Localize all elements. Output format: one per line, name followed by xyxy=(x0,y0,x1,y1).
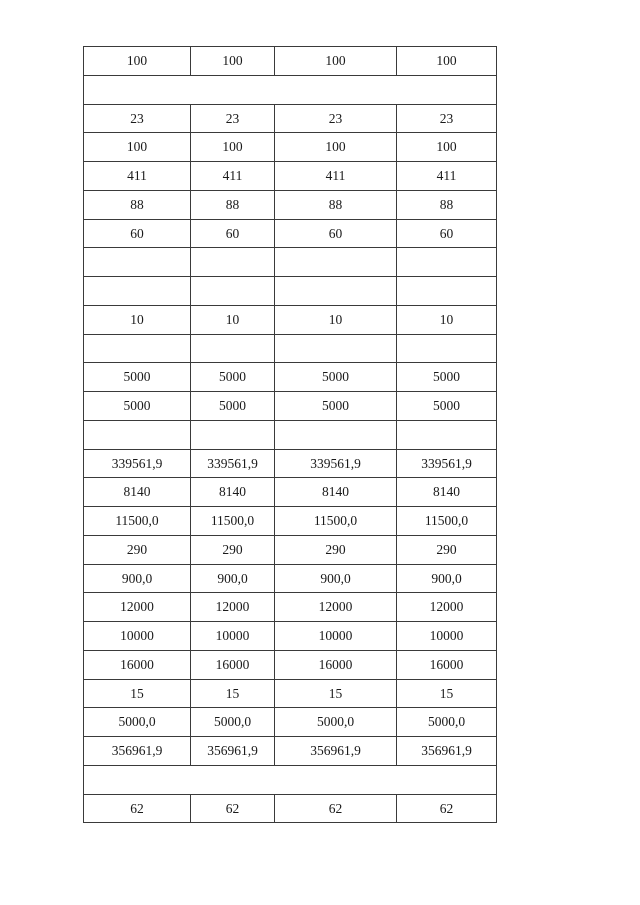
table-cell: 5000 xyxy=(191,392,275,421)
table-cell: 100 xyxy=(84,47,191,76)
table-cell: 10 xyxy=(275,305,397,334)
table-row xyxy=(84,133,497,162)
table-cell xyxy=(275,334,397,363)
table-cell: 10 xyxy=(191,305,275,334)
table-row xyxy=(84,305,497,334)
table-cell: 60 xyxy=(191,219,275,248)
table-row xyxy=(84,449,497,478)
table-cell: 356961,9 xyxy=(84,737,191,766)
table-cell xyxy=(397,334,497,363)
table-cell: 900,0 xyxy=(84,564,191,593)
table-cell: 15 xyxy=(275,679,397,708)
table-cell: 16000 xyxy=(275,650,397,679)
table-cell: 62 xyxy=(397,794,497,823)
merged-cell xyxy=(84,75,497,104)
table-row xyxy=(84,392,497,421)
table-cell: 290 xyxy=(397,535,497,564)
table-cell: 8140 xyxy=(191,478,275,507)
table-row xyxy=(84,765,497,794)
table-row xyxy=(84,708,497,737)
table-cell: 900,0 xyxy=(275,564,397,593)
table-cell: 60 xyxy=(397,219,497,248)
table-cell: 11500,0 xyxy=(397,507,497,536)
table-cell: 10 xyxy=(84,305,191,334)
table-cell: 10000 xyxy=(397,622,497,651)
table-cell xyxy=(191,277,275,306)
table-cell: 8140 xyxy=(84,478,191,507)
table-cell: 62 xyxy=(275,794,397,823)
table-cell: 5000 xyxy=(397,363,497,392)
table-cell: 356961,9 xyxy=(191,737,275,766)
table-cell: 23 xyxy=(397,104,497,133)
table-cell xyxy=(191,334,275,363)
table-cell: 100 xyxy=(191,47,275,76)
table-cell: 339561,9 xyxy=(84,449,191,478)
table-cell xyxy=(275,420,397,449)
table-cell: 290 xyxy=(275,535,397,564)
table-cell: 411 xyxy=(191,162,275,191)
merged-cell xyxy=(84,765,497,794)
table-cell xyxy=(275,248,397,277)
table-cell: 5000,0 xyxy=(84,708,191,737)
table-cell: 10 xyxy=(397,305,497,334)
table-cell: 15 xyxy=(397,679,497,708)
table-row xyxy=(84,679,497,708)
table-cell: 10000 xyxy=(275,622,397,651)
table-cell: 15 xyxy=(191,679,275,708)
table-cell: 15 xyxy=(84,679,191,708)
table-cell: 339561,9 xyxy=(275,449,397,478)
table-cell: 5000 xyxy=(191,363,275,392)
table-row xyxy=(84,47,497,76)
table-cell: 290 xyxy=(84,535,191,564)
table-cell: 339561,9 xyxy=(397,449,497,478)
table-cell: 411 xyxy=(397,162,497,191)
table-cell: 10000 xyxy=(191,622,275,651)
table-row xyxy=(84,478,497,507)
table-cell: 100 xyxy=(191,133,275,162)
table-cell: 23 xyxy=(275,104,397,133)
table-cell: 900,0 xyxy=(397,564,497,593)
table-cell: 88 xyxy=(191,190,275,219)
table-cell: 88 xyxy=(397,190,497,219)
table-cell: 100 xyxy=(275,47,397,76)
table-cell: 100 xyxy=(84,133,191,162)
table-row xyxy=(84,535,497,564)
table-row xyxy=(84,564,497,593)
table-cell: 100 xyxy=(275,133,397,162)
table-cell: 16000 xyxy=(397,650,497,679)
table-cell: 23 xyxy=(191,104,275,133)
table-cell xyxy=(275,277,397,306)
table-cell: 8140 xyxy=(275,478,397,507)
table-cell xyxy=(84,248,191,277)
table-cell: 88 xyxy=(275,190,397,219)
table-row xyxy=(84,420,497,449)
table-row xyxy=(84,277,497,306)
table-row xyxy=(84,162,497,191)
table-cell xyxy=(191,420,275,449)
table-cell: 12000 xyxy=(191,593,275,622)
table-cell: 12000 xyxy=(84,593,191,622)
table-cell: 11500,0 xyxy=(84,507,191,536)
table-cell xyxy=(397,248,497,277)
table-row xyxy=(84,507,497,536)
table-cell: 12000 xyxy=(397,593,497,622)
table-body xyxy=(84,47,497,823)
table-cell: 5000 xyxy=(275,363,397,392)
table-cell: 60 xyxy=(84,219,191,248)
table-cell: 356961,9 xyxy=(275,737,397,766)
table-cell xyxy=(84,277,191,306)
table-row xyxy=(84,794,497,823)
table-cell xyxy=(397,420,497,449)
table-row xyxy=(84,622,497,651)
table-cell: 5000,0 xyxy=(191,708,275,737)
table-cell xyxy=(84,334,191,363)
table-cell: 5000 xyxy=(397,392,497,421)
table-row xyxy=(84,650,497,679)
table-cell: 411 xyxy=(275,162,397,191)
table-row xyxy=(84,219,497,248)
data-table xyxy=(83,46,497,823)
table-row xyxy=(84,737,497,766)
table-cell: 5000,0 xyxy=(397,708,497,737)
table-cell: 356961,9 xyxy=(397,737,497,766)
table-cell: 100 xyxy=(397,47,497,76)
table-row xyxy=(84,334,497,363)
table-cell: 10000 xyxy=(84,622,191,651)
table-row xyxy=(84,190,497,219)
table-cell: 339561,9 xyxy=(191,449,275,478)
table-cell: 11500,0 xyxy=(191,507,275,536)
table-cell: 5000 xyxy=(84,363,191,392)
table-cell: 5000 xyxy=(84,392,191,421)
table-cell: 5000 xyxy=(275,392,397,421)
table-cell: 62 xyxy=(191,794,275,823)
table-row xyxy=(84,363,497,392)
table-cell: 900,0 xyxy=(191,564,275,593)
table-cell: 100 xyxy=(397,133,497,162)
table-cell: 290 xyxy=(191,535,275,564)
table-cell: 12000 xyxy=(275,593,397,622)
table-cell: 60 xyxy=(275,219,397,248)
table-cell: 16000 xyxy=(191,650,275,679)
table-cell: 16000 xyxy=(84,650,191,679)
table-cell: 8140 xyxy=(397,478,497,507)
table-cell: 88 xyxy=(84,190,191,219)
table-cell xyxy=(397,277,497,306)
table-cell: 411 xyxy=(84,162,191,191)
table-row xyxy=(84,248,497,277)
table-row xyxy=(84,75,497,104)
table-cell: 11500,0 xyxy=(275,507,397,536)
table-row xyxy=(84,104,497,133)
table-cell xyxy=(191,248,275,277)
table-cell: 62 xyxy=(84,794,191,823)
table-row xyxy=(84,593,497,622)
table-cell: 5000,0 xyxy=(275,708,397,737)
table-cell: 23 xyxy=(84,104,191,133)
table-cell xyxy=(84,420,191,449)
